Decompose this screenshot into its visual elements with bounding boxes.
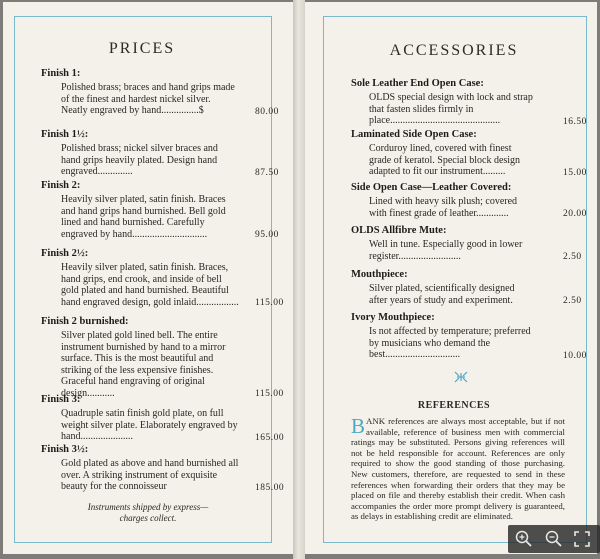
ornament-icon <box>453 370 469 384</box>
price-item <box>41 444 285 493</box>
accessory-title: Side Open Case—Leather Covered: <box>351 182 512 193</box>
accessory-description: Lined with heavy silk plush; covered with finest grade of leather............. <box>369 196 518 219</box>
finish-price: 115.00 <box>255 298 284 308</box>
left-page <box>3 2 293 554</box>
finish-title: Finish 1: <box>41 68 81 79</box>
finish-title: Finish 3½: <box>41 444 89 455</box>
accessory-item <box>351 225 582 262</box>
finish-title: Finish 1½: <box>41 129 89 140</box>
accessory-item <box>351 129 587 178</box>
finish-description: Polished brass; nickel silver braces and hand grips heavily plated. Design hand engraved.............. <box>61 143 218 177</box>
fullscreen-icon[interactable] <box>572 529 592 549</box>
finish-price: 185.00 <box>255 482 285 493</box>
accessory-item <box>351 182 587 219</box>
accessory-price: 2.50 <box>563 296 582 306</box>
right-page <box>305 2 597 554</box>
accessory-title: Sole Leather End Open Case: <box>351 78 484 89</box>
accessory-title: Mouthpiece: <box>351 269 408 280</box>
finish-description: Quadruple satin finish gold plate, on full weight silver plate. Elaborately engraved by hand..................... <box>61 408 238 442</box>
finish-description: Silver plated gold lined bell. The entire instrument burnished by hand to a mirror surface. This is the most beautiful and striking of the less expensive finishes. Graceful hand engraving of original design........... <box>61 330 226 399</box>
accessory-price: 20.00 <box>563 209 587 219</box>
accessory-item <box>351 78 587 127</box>
finish-price: 87.50 <box>255 167 279 178</box>
zoom-in-icon[interactable] <box>514 529 534 549</box>
accessory-price: 15.00 <box>563 167 587 178</box>
references-body <box>351 416 565 522</box>
accessory-description: Is not affected by temperature; preferred by musicians who demand the best.............................. <box>369 326 531 360</box>
price-item <box>41 180 279 240</box>
finish-description: Heavily silver plated, satin finish. Braces, hand grips, end crook, and inside of bell gold plated and hand burnished. Beautiful hand engraved design, gold inlaid................. <box>61 262 239 308</box>
accessory-price: 2.50 <box>563 252 582 262</box>
drop-cap: B <box>351 414 366 438</box>
accessory-title: Ivory Mouthpiece: <box>351 312 435 323</box>
finish-title: Finish 2½: <box>41 248 89 259</box>
accessory-description: OLDS special design with lock and strap that fasten slides firmly in place............................................ <box>369 92 533 126</box>
finish-price: 95.00 <box>255 230 279 240</box>
accessory-description: Silver plated, scientifically designed after years of study and experiment. <box>369 283 515 306</box>
accessory-item <box>351 312 587 361</box>
viewer-toolbar <box>508 525 600 553</box>
price-item <box>41 316 284 399</box>
accessories-heading: ACCESSORIES <box>389 42 519 59</box>
accessory-description: Corduroy lined, covered with finest grade of keratol. Special block design adapted to fit our instrument......... <box>369 143 521 177</box>
shipping-note: Instruments shipped by express—charges collect. <box>87 502 209 523</box>
references-text: ANK references are always most acceptable, but if not available, reference of business men with commercial ratings may be substituted. Persons giving references will not be held responsible for account. References are only required to show the good standing of those purchasing. New customers, therefore, are requested to send in these references when forwarding their orders that they may be placed on file and thereby establish their credit. When cash accompanies the order more prompt delivery is guaranteed, as delays in establishing credit are eliminated. <box>351 416 565 522</box>
finish-price: 80.00 <box>255 106 279 117</box>
price-item <box>41 248 284 308</box>
accessory-item <box>351 269 582 306</box>
book-gutter <box>293 0 305 559</box>
finish-title: Finish 3: <box>41 394 81 405</box>
references-heading: REFERENCES <box>417 400 491 411</box>
finish-title: Finish 2: <box>41 180 81 191</box>
price-item <box>41 68 279 117</box>
finish-description: Gold plated as above and hand burnished all over. A striking instrument of exquisite beauty for the connoisseur <box>61 458 239 492</box>
accessory-price: 16.50 <box>563 116 587 127</box>
finish-price: 115.00 <box>255 389 284 399</box>
finish-price: 165.00 <box>255 432 285 443</box>
finish-description: Polished brass; braces and hand grips made of the finest and hardest nickel silver. Neatly engraved by hand...............$ <box>61 82 235 116</box>
zoom-out-icon[interactable] <box>544 529 564 549</box>
price-item <box>41 129 279 178</box>
finish-title: Finish 2 burnished: <box>41 316 129 327</box>
accessory-description: Well in tune. Especially good in lower register......................... <box>369 239 523 262</box>
accessory-price: 10.00 <box>563 350 587 361</box>
accessory-title: Laminated Side Open Case: <box>351 129 477 140</box>
prices-heading: PRICES <box>108 40 176 57</box>
accessory-title: OLDS Allfibre Mute: <box>351 225 447 236</box>
finish-description: Heavily silver plated, satin finish. Braces and hand grips hand burnished. Bell gold lined and hand burnished. Carefully engraved by hand.............................. <box>61 194 226 240</box>
